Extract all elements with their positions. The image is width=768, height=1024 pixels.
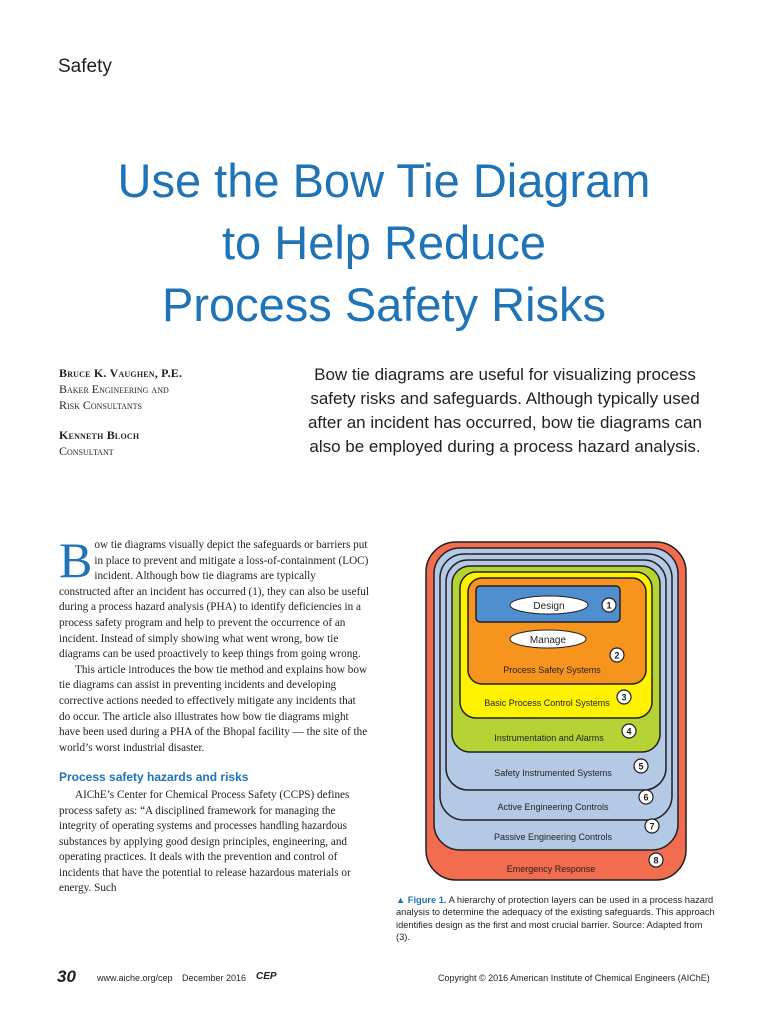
footer-copyright: Copyright © 2016 American Institute of Chemical Engineers (AIChE) [438, 973, 710, 983]
badge-5 [634, 759, 648, 773]
badge-8-number: 8 [653, 855, 659, 866]
title-line-3: Process Safety Risks [161, 278, 607, 331]
caption-label: Figure 1. [407, 895, 447, 905]
paragraph-text: ow tie diagrams visually depict the safeguards or barriers put in place to prevent and mitigate a loss-of-containment (LOC) incident. Although bow tie diagrams are typically constructed after an incident has occurred (1), they can also be useful during a process hazard analysis (PHA) to identify deficiencies in a process safety program and help to prevent the occurrence of an incident. Instead of simply showing what went wrong, bow tie diagrams can be used proactively to keep things from going wrong. [59, 539, 370, 661]
badge-1-number: 1 [606, 600, 612, 611]
article-deck: Bow tie diagrams are useful for visualizing process safety risks and safeguards. Although typically used after an incident has occurred, bow tie diagrams can also be employed during a process hazard analysis. [307, 365, 703, 456]
author-block [59, 365, 182, 459]
body-paragraph: AIChE’s Center for Chemical Process Safety (CCPS) defines process safety as: “A disciplined framework for managing the integrity of operating systems and processes handling hazardous substances by applying good design principles, engineering, and operating practices. It deals with the prevention and control of incidents that have the potential to release hazardous materials or energy. Such [59, 788, 351, 895]
layer-6-label: Active Engineering Controls [497, 802, 609, 812]
author-affiliation: Consultant [59, 444, 114, 458]
layer-7-label: Passive Engineering Controls [493, 832, 613, 842]
author-affiliation: Risk Consultants [59, 398, 142, 412]
badge-4-number: 4 [626, 726, 632, 737]
layer-2-inner-label: Manage [529, 635, 567, 646]
badge-6 [639, 790, 653, 804]
title-line-2: to Help Reduce [222, 216, 546, 269]
badge-4 [622, 724, 636, 738]
diagram-svg [420, 538, 692, 886]
article-title [0, 150, 768, 336]
author-name: Bruce K. Vaughen, P.E. [59, 366, 183, 380]
figure-caption [396, 894, 716, 944]
badge-5-number: 5 [638, 761, 644, 772]
badge-1 [602, 598, 616, 612]
body-column [59, 532, 370, 897]
caption-text: A hierarchy of protection layers can be used in a process hazard analysis to determine the adequacy of the existing safeguards. This approach identifies design as the first and most crucial barrier. Source: Adapted from (3). [396, 895, 715, 943]
protection-layers-diagram [420, 538, 692, 886]
author-name: Kenneth Bloch [59, 428, 140, 442]
badge-2-number: 2 [614, 650, 620, 661]
body-paragraph: This article introduces the bow tie method and explains how bow tie diagrams can assist in preventing incidents and developing corrective actions needed to effectively mitigate any incidents that do occur. The article also illustrates how bow tie diagrams might have been used during a PHA of the Bhopal facility — the site of the world’s worst industrial disaster. [59, 663, 368, 754]
title-line-1: Use the Bow Tie Diagram [117, 154, 651, 207]
footer-url[interactable]: www.aiche.org/cep [97, 973, 173, 983]
badge-7-number: 7 [649, 821, 655, 832]
page-number: 30 [57, 967, 76, 986]
layer-4-label: Instrumentation and Alarms [494, 733, 604, 743]
body-paragraph [59, 532, 370, 663]
caption-triangle-icon: ▲ [396, 895, 406, 905]
badge-2 [610, 648, 624, 662]
section-subhead: Process safety hazards and risks [59, 770, 249, 785]
author-affiliation: Baker Engineering and [59, 382, 169, 396]
badge-8 [649, 853, 663, 867]
layer-1-label: Design [533, 601, 565, 612]
section-label: Safety [58, 56, 112, 77]
layer-5-label: Safety Instrumented Systems [494, 768, 612, 778]
layer-8-label: Emergency Response [506, 864, 596, 874]
layer-3-label: Basic Process Control Systems [484, 698, 610, 708]
footer-magazine-logo: CEP [256, 971, 277, 982]
badge-6-number: 6 [643, 792, 649, 803]
layer-2-label: Process Safety Systems [503, 665, 601, 675]
badge-7 [645, 819, 659, 833]
badge-3 [617, 690, 631, 704]
footer-date: December 2016 [182, 973, 247, 983]
badge-3-number: 3 [621, 692, 627, 703]
drop-cap: B [59, 532, 93, 588]
